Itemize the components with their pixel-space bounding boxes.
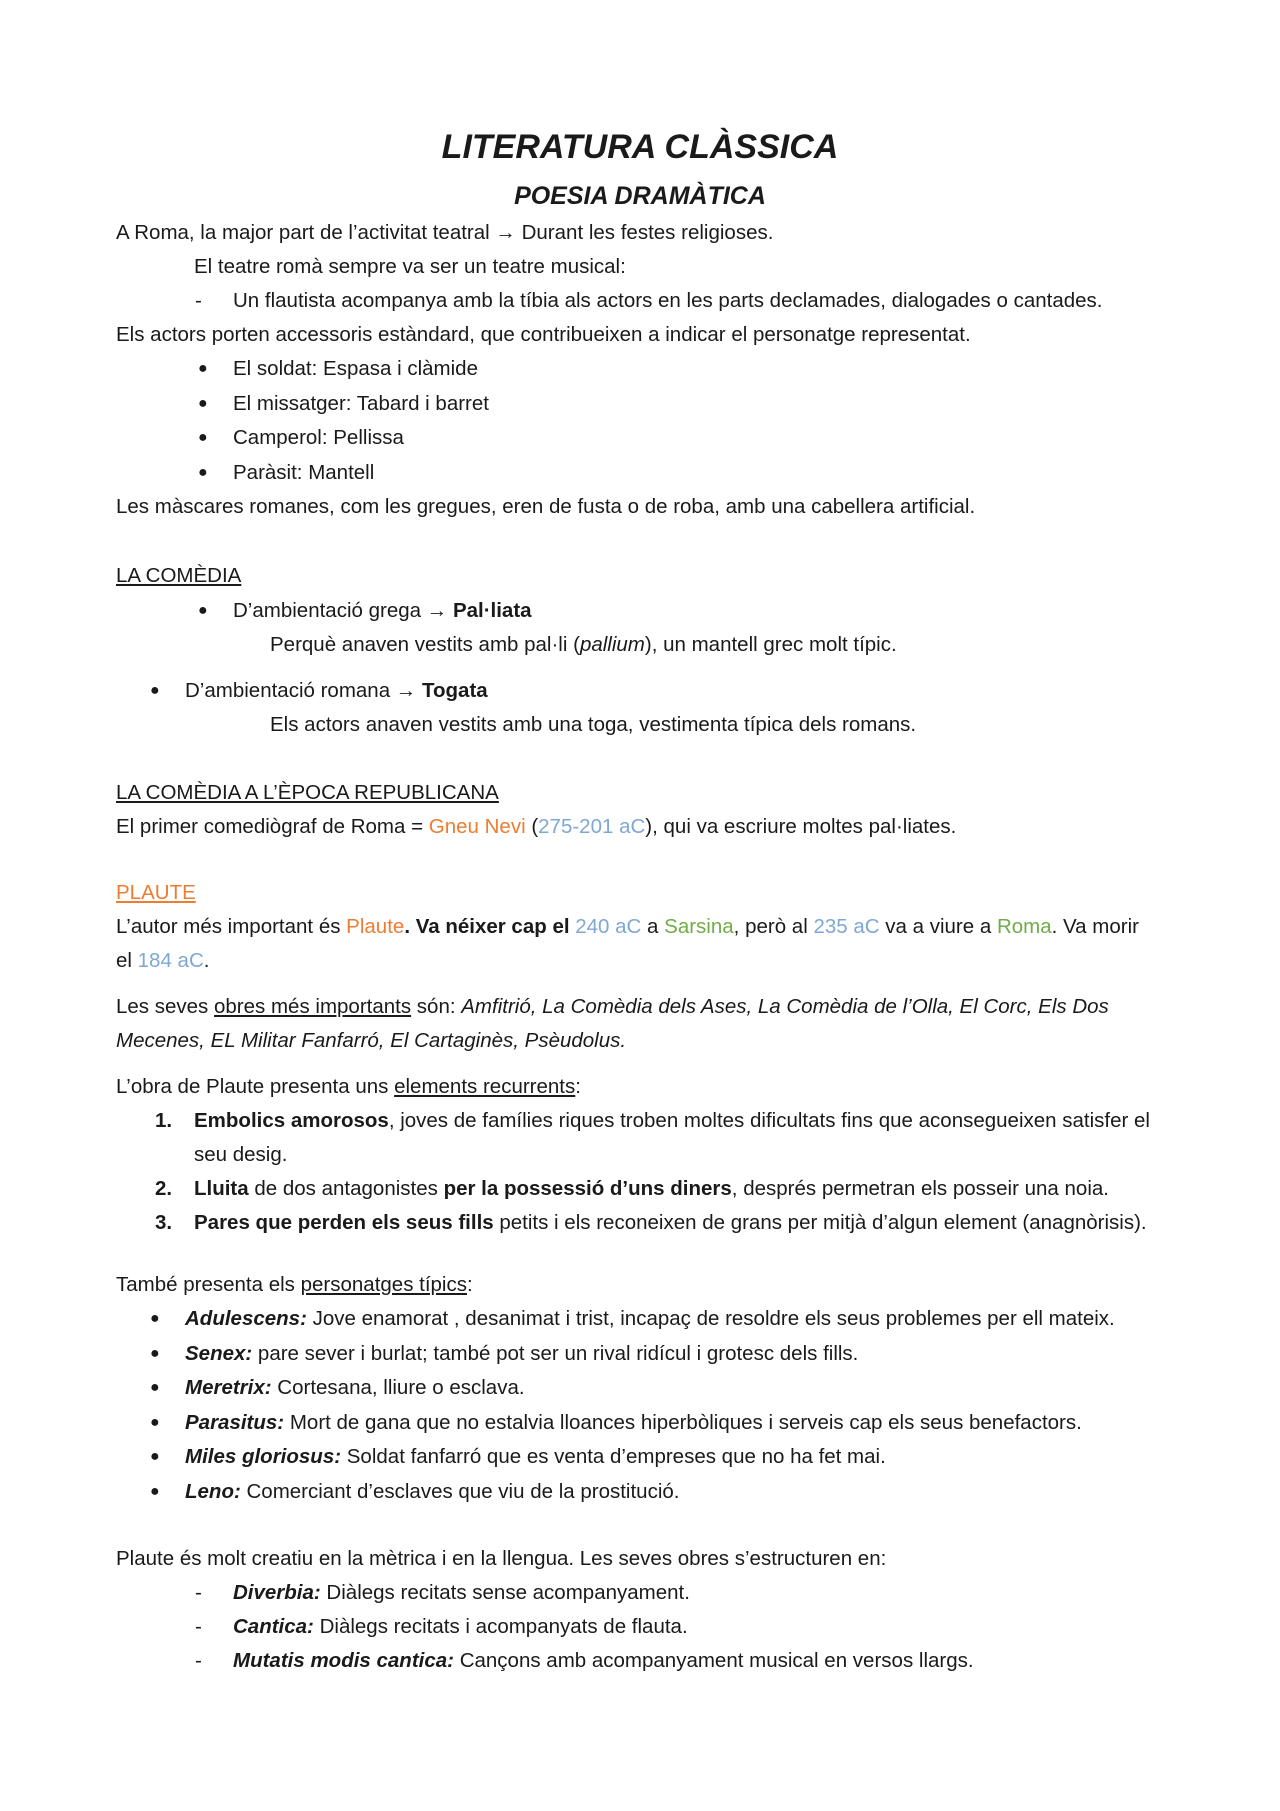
plaute-metrics: Plaute és molt creatiu en la mètrica i en la llengua. Les seves obres s’estructuren en:: [116, 1547, 887, 1570]
character-item: Senex: pare sever i burlat; també pot ser un rival ridícul i grotesc dels fills.: [185, 1342, 859, 1365]
section-heading-comedia: LA COMÈDIA: [116, 564, 242, 587]
intro-line-3: Un flautista acompanya amb la tíbia als actors en les parts declamades, dialogades o cantades.: [233, 289, 1103, 312]
recurrent-element: Lluita de dos antagonistes per la possessió d’uns diners, després permetran els posseir una noia.: [194, 1177, 1109, 1200]
accessory-item: Paràsit: Mantell: [233, 461, 375, 484]
recurrent-element: Embolics amorosos, joves de famílies riques troben moltes dificultats fins que aconsegueixen satisfer el: [194, 1109, 1150, 1132]
dash-marker: -: [195, 1649, 202, 1672]
bullet-icon: ●: [150, 1414, 160, 1431]
plaute-works-line-1: Les seves obres més importants són: Amfitrió, La Comèdia dels Ases, La Comèdia de l’Olla, El Corc, Els Dos: [116, 995, 1109, 1018]
character-item: Parasitus: Mort de gana que no estalvia lloances hiperbòliques i serveis cap els seus benefactors.: [185, 1411, 1082, 1434]
structure-item: Cantica: Diàlegs recitats i acompanyats de flauta.: [233, 1615, 688, 1638]
bullet-icon: ●: [198, 360, 208, 377]
bullet-icon: ●: [150, 682, 160, 699]
section-heading-republicana: LA COMÈDIA A L’ÈPOCA REPUBLICANA: [116, 781, 499, 804]
character-item: Meretrix: Cortesana, lliure o esclava.: [185, 1376, 525, 1399]
intro-line-5: Les màscares romanes, com les gregues, eren de fusta o de roba, amb una cabellera artificial.: [116, 495, 976, 518]
dash-marker: -: [195, 289, 202, 312]
plaute-bio-line-2: el 184 aC.: [116, 949, 210, 972]
bullet-icon: ●: [198, 464, 208, 481]
list-number: 3.: [155, 1211, 173, 1234]
accessory-item: El soldat: Espasa i clàmide: [233, 357, 478, 380]
accessory-item: El missatger: Tabard i barret: [233, 392, 489, 415]
bullet-icon: ●: [150, 1310, 160, 1327]
plaute-bio-line-1: L’autor més important és Plaute. Va néixer cap el 240 aC a Sarsina, però al 235 aC va a viure a Roma. Va morir: [116, 915, 1139, 938]
document-title: LITERATURA CLÀSSICA: [441, 128, 839, 166]
bullet-icon: ●: [198, 395, 208, 412]
republicana-line: El primer comediògraf de Roma = Gneu Nevi (275-201 aC), qui va escriure moltes pal·liates.: [116, 815, 957, 838]
dash-marker: -: [195, 1581, 202, 1604]
bullet-icon: ●: [198, 602, 208, 619]
section-heading-plaute: PLAUTE: [116, 881, 196, 904]
bullet-icon: ●: [150, 1448, 160, 1465]
plaute-works-line-2: Mecenes, EL Militar Fanfarró, El Cartaginès, Psèudolus.: [116, 1029, 627, 1052]
comedia-romana-desc: Els actors anaven vestits amb una toga, vestimenta típica dels romans.: [270, 713, 917, 736]
bullet-icon: ●: [150, 1345, 160, 1362]
recurrent-element-cont: seu desig.: [194, 1143, 288, 1166]
list-number: 2.: [155, 1177, 173, 1200]
plaute-characters-intro: També presenta els personatges típics:: [116, 1273, 473, 1296]
recurrent-element: Pares que perden els seus fills petits i els reconeixen de grans per mitjà d’algun element (anagnòrisis).: [194, 1211, 1147, 1234]
structure-item: Mutatis modis cantica: Cançons amb acompanyament musical en versos llargs.: [233, 1649, 974, 1672]
comedia-grega-desc: Perquè anaven vestits amb pal·li (pallium), un mantell grec molt típic.: [270, 633, 897, 656]
accessory-item: Camperol: Pellissa: [233, 426, 404, 449]
intro-line-4: Els actors porten accessoris estàndard, que contribueixen a indicar el personatge representat.: [116, 323, 971, 346]
bullet-icon: ●: [198, 429, 208, 446]
structure-item: Diverbia: Diàlegs recitats sense acompanyament.: [233, 1581, 690, 1604]
bullet-icon: ●: [150, 1483, 160, 1500]
plaute-elements-intro: L’obra de Plaute presenta uns elements recurrents:: [116, 1075, 581, 1098]
bullet-icon: ●: [150, 1379, 160, 1396]
comedia-grega: D’ambientació grega → Pal·liata: [233, 599, 532, 622]
character-item: Leno: Comerciant d’esclaves que viu de la prostitució.: [185, 1480, 680, 1503]
list-number: 1.: [155, 1109, 173, 1132]
dash-marker: -: [195, 1615, 202, 1638]
intro-line-2: El teatre romà sempre va ser un teatre musical:: [194, 255, 626, 278]
document-subtitle: POESIA DRAMÀTICA: [514, 182, 766, 210]
character-item: Miles gloriosus: Soldat fanfarró que es venta d’empreses que no ha fet mai.: [185, 1445, 886, 1468]
intro-line-1: A Roma, la major part de l’activitat teatral → Durant les festes religioses.: [116, 221, 774, 244]
comedia-romana: D’ambientació romana → Togata: [185, 679, 488, 702]
character-item: Adulescens: Jove enamorat , desanimat i trist, incapaç de resoldre els seus problemes per ell mateix.: [185, 1307, 1115, 1330]
